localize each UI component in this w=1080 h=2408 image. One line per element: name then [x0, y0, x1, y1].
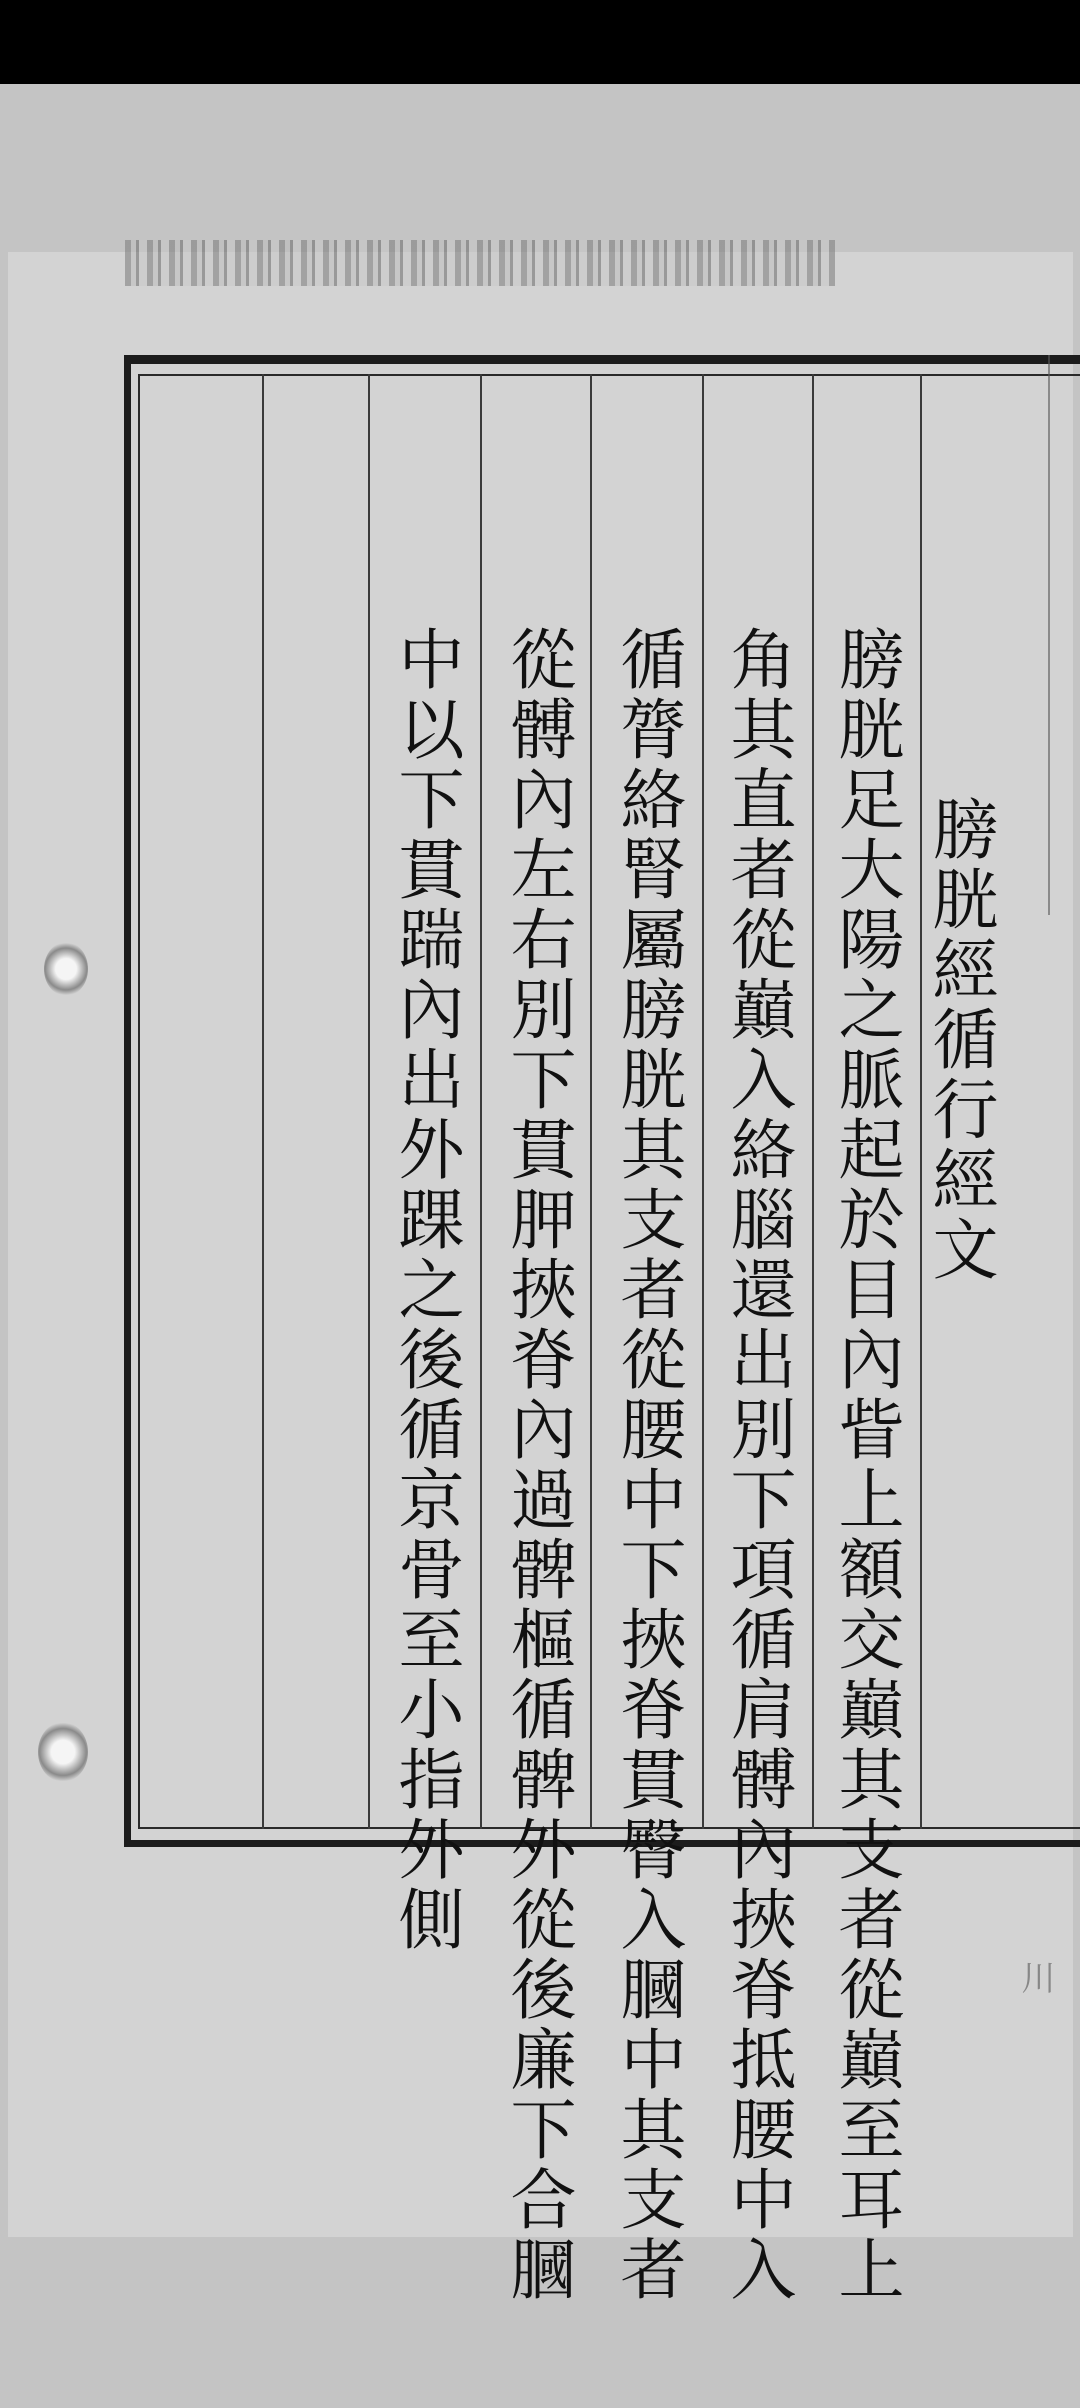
status-bar: [0, 0, 1080, 84]
text-column-2: 角其直者從巔入絡腦還出別下項循肩髆內挾脊抵腰中入: [719, 625, 796, 2305]
text-column-4: 從髆內左右別下貫胛挾脊內過髀樞循髀外從後廉下合膕: [499, 625, 576, 2305]
faded-header-banner: [125, 240, 835, 286]
section-title: 膀胱經循行經文: [921, 795, 998, 1285]
text-column-1: 膀胱足大陽之脈起於目內眥上額交巔其支者從巔至耳上: [827, 625, 904, 2305]
column-rule: [368, 374, 370, 1829]
text-column-3: 循膂絡腎屬膀胱其支者從腰中下挾脊貫臀入膕中其支者: [609, 625, 686, 2305]
column-rule: [702, 374, 704, 1829]
page-edge-mark: [1048, 355, 1080, 915]
paper-blemish: [44, 942, 88, 996]
paper-blemish: [38, 1722, 88, 1782]
column-rule: [262, 374, 264, 1829]
column-rule: [812, 374, 814, 1829]
text-column-5: 中以下貫踹內出外踝之後循京骨至小指外側: [387, 625, 464, 1955]
margin-fragment: 川: [1015, 1960, 1055, 1994]
column-rule: [480, 374, 482, 1829]
column-rule: [590, 374, 592, 1829]
